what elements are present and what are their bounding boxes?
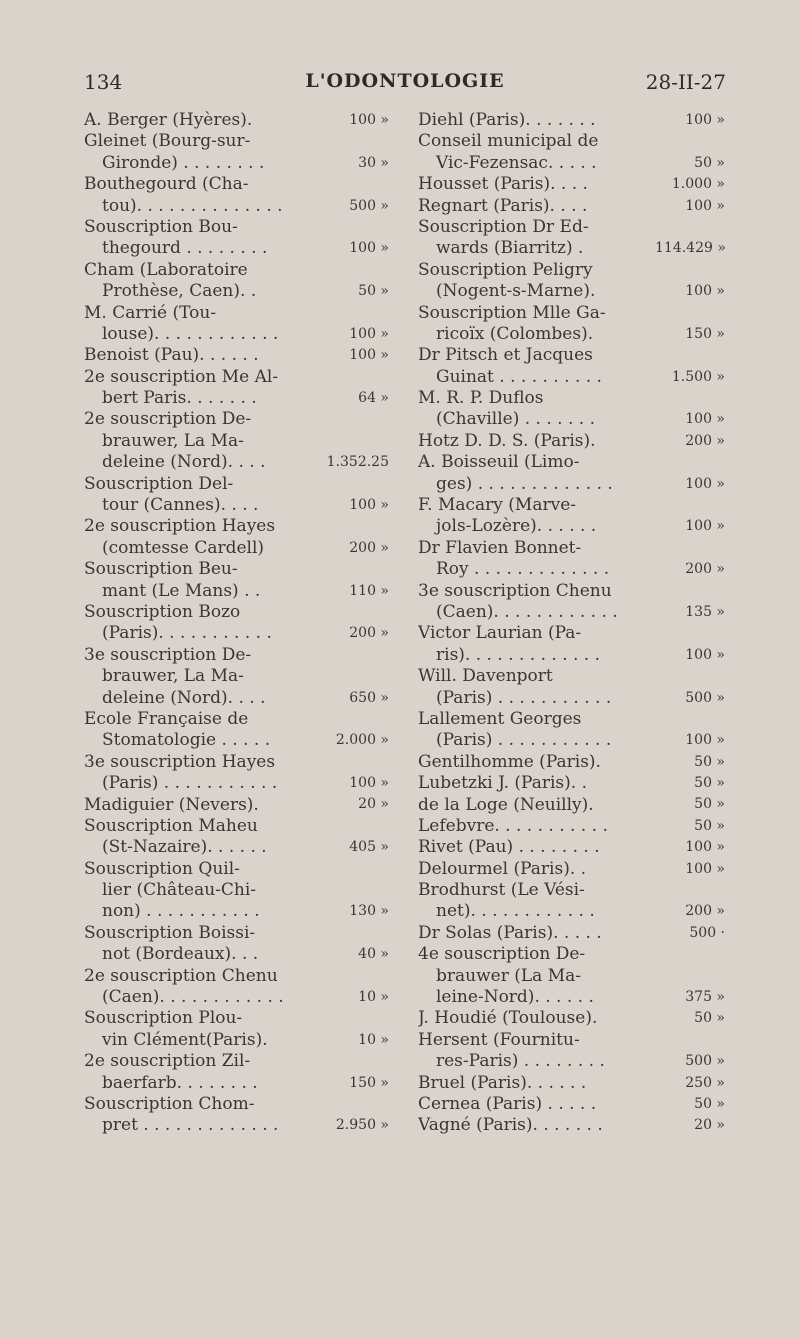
entry-amount: 200 » [685, 903, 725, 920]
entry-text-line: (Paris) . . . . . . . . . . . [436, 730, 612, 751]
entry-amount: 100 » [349, 240, 389, 257]
entry-text-line: vin Clément(Paris). [102, 1029, 268, 1050]
entry-amount: 2.000 » [335, 732, 389, 749]
entry-text-line: tour (Cannes). . . . [102, 495, 259, 516]
donation-entry [418, 816, 723, 837]
entry-text-line: de la Loge (Neuilly). [418, 794, 594, 815]
entry-text-line: (Paris) . . . . . . . . . . . [436, 687, 612, 708]
entry-text-line: baerfarb. . . . . . . . [102, 1072, 258, 1093]
entry-text-line: 2e souscription Me Al- [84, 366, 279, 387]
donation-entry [418, 795, 723, 816]
entry-text-line: Bouthegourd (Cha- [84, 174, 249, 195]
entry-text-line: brauwer, La Ma- [102, 666, 244, 687]
entry-text-line: A. Berger (Hyères). [84, 110, 253, 130]
donation-entry [84, 859, 389, 923]
entry-text-line: F. Macary (Marve- [418, 495, 576, 516]
entry-amount: 200 » [349, 539, 389, 556]
entry-text-line: 2e souscription Hayes [84, 516, 276, 537]
entry-text-line: 3e souscription Hayes [84, 751, 276, 772]
donation-entry [418, 623, 723, 666]
donation-entry [418, 431, 723, 452]
entry-text-line: Housset (Paris). . . . [418, 174, 588, 195]
entry-text-line: Victor Laurian (Pa- [418, 623, 582, 644]
entry-text-line: Conseil municipal de [418, 131, 599, 152]
entry-amount: 150 » [349, 1074, 389, 1091]
entry-amount: 100 » [685, 197, 725, 214]
donation-entry [418, 666, 723, 709]
entry-amount: 30 » [358, 154, 389, 171]
entry-text-line: Souscription Mlle Ga- [418, 302, 606, 323]
entry-amount: 650 » [349, 689, 389, 706]
entry-amount: 200 » [685, 432, 725, 449]
right-column [418, 110, 726, 1137]
entry-amount: 500 » [349, 197, 389, 214]
page-number: 134 [84, 70, 123, 94]
donation-entry [84, 709, 389, 752]
entry-amount: 50 » [694, 775, 725, 792]
donation-entry [418, 495, 723, 538]
entry-text-line: (Paris) . . . . . . . . . . . [102, 773, 278, 794]
entry-amount: 50 » [694, 1095, 725, 1112]
donation-entry [418, 1008, 723, 1029]
entry-amount: 50 » [694, 796, 725, 813]
donation-entry [418, 1115, 723, 1136]
donation-entry [418, 174, 723, 195]
entry-text-line: Brodhurst (Le Vési- [418, 880, 585, 901]
donation-entry [84, 1008, 389, 1051]
entry-text-line: deleine (Nord). . . . [102, 452, 266, 473]
entry-text-line: Gleinet (Bourg-sur- [84, 131, 251, 152]
entry-text-line: Roy . . . . . . . . . . . . . [436, 559, 610, 580]
entry-amount: 100 » [349, 775, 389, 792]
entry-amount: 150 » [685, 325, 725, 342]
entry-amount: 1.500 » [671, 368, 725, 385]
entry-text-line: brauwer (La Ma- [436, 965, 581, 986]
entry-text-line: Delourmel (Paris). . [418, 858, 587, 879]
entry-amount: 375 » [685, 989, 725, 1005]
donation-entry [84, 260, 389, 303]
entry-text-line: Gentilhomme (Paris). [418, 751, 601, 772]
donation-entry [418, 1094, 723, 1115]
entry-text-line: lier (Château-Chi- [102, 880, 257, 901]
entry-text-line: ges) . . . . . . . . . . . . . [436, 473, 613, 494]
entry-text-line: Benoist (Pau). . . . . . [84, 345, 259, 366]
entry-text-line: M. R. P. Duflos [418, 388, 544, 409]
donation-entry [84, 131, 389, 174]
entry-text-line: Souscription Bozo [84, 601, 241, 622]
donation-entry [84, 345, 389, 366]
entry-text-line: (St-Nazaire). . . . . . [102, 837, 267, 858]
entry-amount: 10 » [358, 1031, 389, 1048]
donation-entry [84, 516, 389, 559]
entry-amount: 130 » [349, 903, 389, 920]
entry-text-line: Stomatologie . . . . . [102, 730, 271, 751]
entry-text-line: (Nogent-s-Marne). [436, 281, 596, 302]
entry-text-line: ricoïx (Colombes). [436, 323, 594, 344]
entry-text-line: leine-Nord). . . . . . [436, 987, 594, 1008]
entry-text-line: louse). . . . . . . . . . . . [102, 323, 279, 344]
donation-entry [418, 923, 723, 944]
entry-amount: 100 » [349, 497, 389, 514]
entry-amount: 500 » [685, 1053, 725, 1070]
donation-entry [84, 795, 389, 816]
entry-amount: 50 » [358, 283, 389, 300]
entry-text-line: 3e souscription De- [84, 644, 252, 665]
entry-amount: 200 » [685, 561, 725, 578]
entry-amount: 500 · [689, 924, 725, 941]
entry-text-line: 2e souscription Chenu [84, 965, 278, 986]
entry-text-line: ris). . . . . . . . . . . . . [436, 644, 601, 665]
entry-text-line: Souscription Beu- [84, 559, 238, 580]
entry-amount: 405 » [349, 839, 389, 856]
entry-text-line: Souscription Boissi- [84, 922, 256, 943]
entry-amount: 500 » [685, 689, 725, 706]
left-column [84, 110, 389, 1137]
entry-text-line: (Caen). . . . . . . . . . . . [102, 987, 284, 1008]
donation-entry [84, 367, 389, 410]
donation-entry [84, 474, 389, 517]
entry-text-line: not (Bordeaux). . . [102, 944, 259, 965]
entry-text-line: Vagné (Paris). . . . . . . [418, 1115, 603, 1136]
entry-text-line: Souscription Dr Ed- [418, 216, 589, 237]
entry-text-line: (Caen). . . . . . . . . . . . [436, 601, 618, 622]
entry-text-line: non) . . . . . . . . . . . [102, 901, 260, 922]
entry-amount: 100 » [685, 646, 725, 663]
entry-text-line: brauwer, La Ma- [102, 430, 244, 451]
entry-amount: 114.429 » [655, 240, 726, 257]
donation-entry [84, 602, 389, 645]
entry-text-line: Ecole Française de [84, 708, 249, 729]
entry-text-line: 2e souscription De- [84, 409, 252, 430]
entry-amount: 50 » [694, 817, 725, 834]
entry-text-line: (Paris). . . . . . . . . . . [102, 623, 272, 644]
donation-entry [84, 923, 389, 966]
entry-amount: 100 » [685, 411, 725, 428]
entry-text-line: jols-Lozère). . . . . . [436, 516, 597, 537]
donation-entry [418, 581, 723, 624]
entry-amount: 100 » [685, 860, 725, 877]
entry-amount: 110 » [349, 582, 389, 599]
donation-entry [84, 559, 389, 602]
entry-text-line: M. Carrié (Tou- [84, 302, 217, 323]
entry-text-line: Souscription Chom- [84, 1093, 255, 1114]
donation-entry [418, 773, 723, 794]
entry-amount: 100 » [685, 518, 725, 535]
entry-amount: 50 » [694, 1010, 725, 1027]
entry-amount: 20 » [694, 1117, 725, 1134]
donation-entry [418, 1073, 723, 1094]
donation-entry [418, 131, 723, 174]
entry-text-line: mant (Le Mans) . . [102, 580, 261, 601]
entry-text-line: wards (Biarritz) . [436, 238, 584, 259]
donation-entry [418, 1030, 723, 1073]
entry-text-line: Souscription Peligry [418, 259, 593, 280]
donation-entry [418, 837, 723, 858]
entry-text-line: Souscription Del- [84, 473, 234, 494]
entry-amount: 100 » [685, 732, 725, 749]
entry-text-line: net). . . . . . . . . . . . [436, 901, 595, 922]
donation-entry [84, 409, 389, 473]
donation-entry [84, 752, 389, 795]
donation-entry [418, 303, 723, 346]
donation-entry [418, 260, 723, 303]
entry-amount: 100 » [685, 475, 725, 492]
entry-text-line: Dr Flavien Bonnet- [418, 537, 582, 558]
entry-amount: 1.352.25 [326, 454, 389, 471]
entry-amount: 50 » [694, 154, 725, 171]
entry-text-line: Prothèse, Caen). . [102, 281, 257, 302]
entry-text-line: Cham (Laboratoire [84, 259, 248, 280]
entry-amount: 250 » [685, 1074, 725, 1091]
entry-text-line: A. Boisseuil (Limo- [418, 452, 580, 473]
entry-amount: 100 » [349, 325, 389, 342]
entry-text-line: Hersent (Fournitu- [418, 1029, 580, 1050]
entry-text-line: Hotz D. D. S. (Paris). [418, 430, 596, 451]
donation-entry [418, 216, 726, 260]
donation-entry [84, 645, 389, 709]
entry-amount: 100 » [685, 283, 725, 300]
donation-entry [418, 709, 723, 752]
entry-text-line: 4e souscription De- [418, 944, 586, 965]
entry-text-line: Souscription Plou- [84, 1008, 243, 1029]
entry-text-line: thegourd . . . . . . . . [102, 238, 268, 259]
entry-text-line: Vic-Fezensac. . . . . [436, 152, 597, 173]
donation-entry [84, 217, 389, 260]
entry-text-line: Lubetzki J. (Paris). . [418, 773, 587, 794]
entry-text-line: 3e souscription Chenu [418, 580, 612, 601]
entry-text-line: Will. Davenport [418, 666, 553, 687]
entry-text-line: Lefebvre. . . . . . . . . . . [418, 815, 608, 836]
issue-date: 28-II-27 [645, 70, 726, 94]
entry-text-line: Gironde) . . . . . . . . [102, 152, 265, 173]
donation-entry [84, 966, 389, 1009]
entry-amount: 40 » [358, 946, 389, 963]
entry-text-line: Guinat . . . . . . . . . . [436, 366, 602, 387]
donation-entry [84, 303, 389, 346]
entry-text-line: res-Paris) . . . . . . . . [436, 1051, 605, 1072]
entry-amount: 100 » [685, 111, 725, 128]
entry-text-line: tou). . . . . . . . . . . . . . [102, 195, 283, 216]
donation-entry [418, 110, 723, 131]
entry-text-line: (comtesse Cardell) [102, 537, 265, 558]
donation-entry [84, 816, 389, 859]
entry-text-line: Souscription Bou- [84, 216, 238, 237]
entry-text-line: pret . . . . . . . . . . . . . [102, 1115, 279, 1136]
entry-text-line: J. Houdié (Toulouse). [418, 1008, 598, 1029]
donation-entry [84, 110, 389, 131]
entry-text-line: Bruel (Paris). . . . . . [418, 1072, 587, 1093]
entry-text-line: Souscription Maheu [84, 815, 258, 836]
entry-text-line: Lallement Georges [418, 708, 582, 729]
entry-text-line: Madiguier (Nevers). [84, 794, 259, 815]
entry-amount: 64 » [358, 390, 389, 407]
entry-amount: 50 » [694, 753, 725, 770]
donation-entry [418, 880, 723, 923]
donation-entry [84, 174, 389, 217]
entry-amount: 100 » [349, 111, 389, 128]
entry-text-line: Dr Pitsch et Jacques [418, 345, 593, 366]
entry-text-line: Diehl (Paris). . . . . . . [418, 110, 596, 130]
donation-entry [418, 196, 723, 217]
entry-text-line: deleine (Nord). . . . [102, 687, 266, 708]
donation-entry [418, 452, 723, 495]
journal-title: L'ODONTOLOGIE [305, 70, 505, 92]
donation-entry [418, 859, 723, 880]
entry-text-line: Rivet (Pau) . . . . . . . . [418, 837, 600, 858]
entry-text-line: 2e souscription Zil- [84, 1051, 251, 1072]
donation-entry [84, 1094, 389, 1137]
entry-text-line: (Chaville) . . . . . . . [436, 409, 595, 430]
entry-amount: 20 » [358, 796, 389, 813]
entry-text-line: bert Paris. . . . . . . [102, 388, 257, 409]
entry-text-line: Souscription Quil- [84, 858, 240, 879]
donation-entry [418, 752, 723, 773]
entry-amount: 2.950 » [335, 1117, 389, 1134]
donation-entry [418, 345, 723, 388]
page-header [84, 70, 726, 104]
entry-text-line: Cernea (Paris) . . . . . [418, 1093, 597, 1114]
entry-amount: 100 » [349, 347, 389, 364]
donation-entry [84, 1051, 389, 1094]
donation-entry [418, 944, 723, 1008]
entry-amount: 200 » [349, 625, 389, 642]
donation-entry [418, 388, 723, 431]
entry-amount: 135 » [685, 603, 725, 620]
entry-text-line: Dr Solas (Paris). . . . . [418, 922, 602, 943]
entry-text-line: Regnart (Paris). . . . [418, 195, 588, 216]
entry-amount: 100 » [685, 839, 725, 856]
entry-amount: 1.000 » [671, 176, 725, 193]
entry-amount: 10 » [358, 989, 389, 1005]
donation-entry [418, 538, 723, 581]
